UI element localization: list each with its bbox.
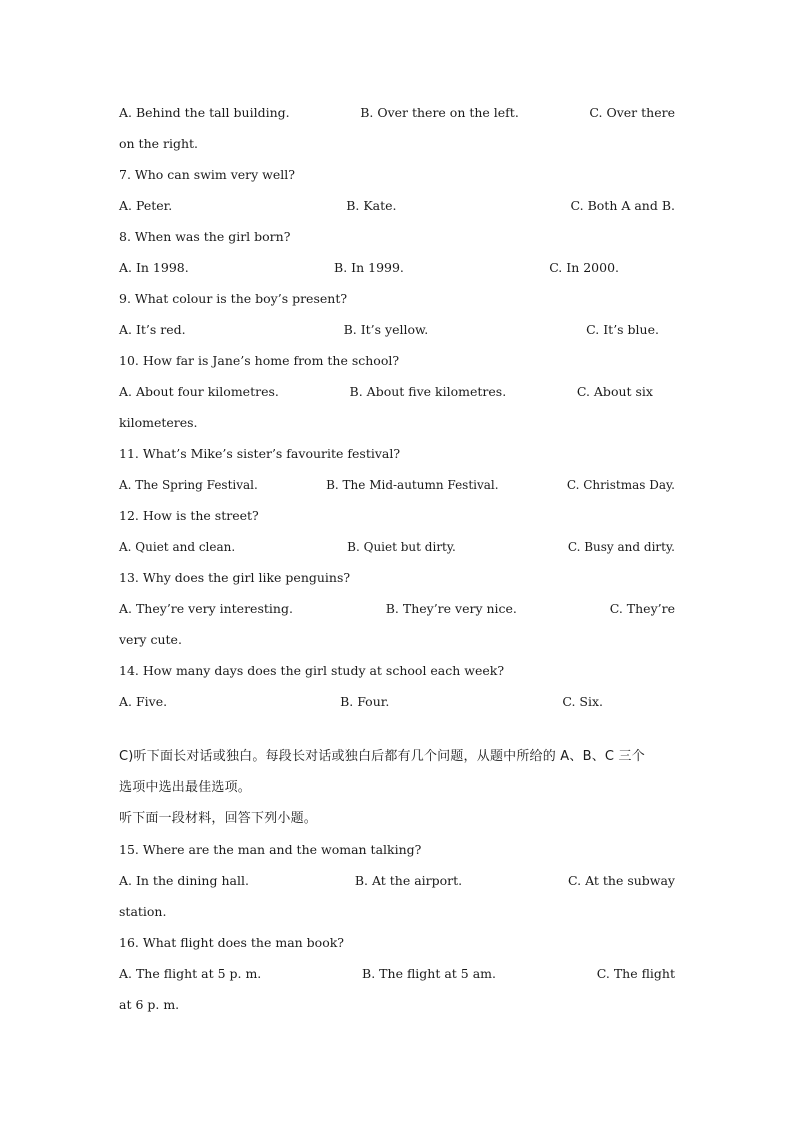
section-instruction: C)听下面长对话或独白。每段长对话或独白后都有几个问题，从题中所给的 A、B、C 三个 — [119, 749, 645, 764]
option-c: C. Christmas Day. — [566, 478, 675, 492]
question-9: 9. What colour is the boy’s present? — [119, 291, 348, 306]
option-a: A. About four kilometres. — [119, 384, 279, 399]
options-row-q9 — [119, 318, 659, 349]
option-continuation: station. — [119, 904, 167, 919]
section-instruction-continued: 选项中选出最佳选项。 — [119, 780, 252, 795]
question-14: 14. How many days does the girl study at school each week? — [119, 663, 505, 678]
option-b: B. At the airport. — [354, 873, 463, 888]
material-instruction: 听下面一段材料，回答下列小题。 — [119, 811, 318, 826]
question-12: 12. How is the street? — [119, 508, 259, 523]
option-a: A. Peter. — [119, 198, 173, 213]
question-15: 15. Where are the man and the woman talking? — [119, 842, 422, 857]
option-c: C. Both A and B. — [570, 198, 675, 213]
options-row-q12 — [119, 535, 675, 566]
option-b: B. It’s yellow. — [343, 322, 429, 337]
question-13: 13. Why does the girl like penguins? — [119, 570, 351, 585]
option-a: A. In the dining hall. — [119, 873, 249, 888]
option-a: A. They’re very interesting. — [119, 601, 293, 616]
option-b: B. Quiet but dirty. — [347, 540, 456, 554]
question-10: 10. How far is Jane’s home from the school? — [119, 353, 400, 368]
option-c: C. At the subway — [568, 873, 675, 888]
option-b: B. Kate. — [346, 198, 397, 213]
question-16: 16. What flight does the man book? — [119, 935, 344, 950]
question-11: 11. What’s Mike’s sister’s favourite festival? — [119, 446, 401, 461]
option-a: A. In 1998. — [119, 260, 189, 275]
option-c: C. Six. — [562, 694, 603, 709]
option-c: C. Over there — [589, 105, 675, 120]
options-row-q15 — [119, 869, 675, 900]
option-b: B. They’re very nice. — [385, 601, 517, 616]
option-c: C. About six — [576, 384, 653, 399]
option-continuation: on the right. — [119, 136, 199, 151]
option-a: A. Five. — [119, 694, 168, 709]
option-b: B. Over there on the left. — [360, 105, 519, 120]
option-a: A. The Spring Festival. — [119, 478, 258, 492]
option-a: A. Behind the tall building. — [119, 105, 290, 120]
option-continuation: very cute. — [119, 632, 182, 647]
option-b: B. The flight at 5 am. — [362, 966, 496, 981]
options-row-q6 — [119, 101, 675, 132]
document-page — [119, 101, 675, 1024]
option-c: C. Busy and dirty. — [567, 540, 675, 554]
option-a: A. The flight at 5 p. m. — [119, 966, 262, 981]
option-a: A. It’s red. — [119, 322, 186, 337]
option-c: C. In 2000. — [549, 260, 619, 275]
options-row-q8 — [119, 256, 619, 287]
options-row-q10 — [119, 380, 653, 411]
option-b: B. Four. — [340, 694, 390, 709]
options-row-q16 — [119, 962, 675, 993]
option-b: B. In 1999. — [334, 260, 404, 275]
question-8: 8. When was the girl born? — [119, 229, 291, 244]
question-7: 7. Who can swim very well? — [119, 167, 295, 182]
option-c: C. They’re — [609, 601, 675, 616]
options-row-q11 — [119, 473, 675, 504]
option-continuation: kilometeres. — [119, 415, 198, 430]
option-c: C. It’s blue. — [586, 322, 659, 337]
option-continuation: at 6 p. m. — [119, 997, 180, 1012]
option-c: C. The flight — [596, 966, 675, 981]
options-row-q13 — [119, 597, 675, 628]
option-b: B. The Mid-autumn Festival. — [326, 478, 499, 492]
options-row-q14 — [119, 690, 603, 721]
option-a: A. Quiet and clean. — [119, 540, 236, 554]
options-row-q7 — [119, 194, 675, 225]
option-b: B. About five kilometres. — [349, 384, 507, 399]
